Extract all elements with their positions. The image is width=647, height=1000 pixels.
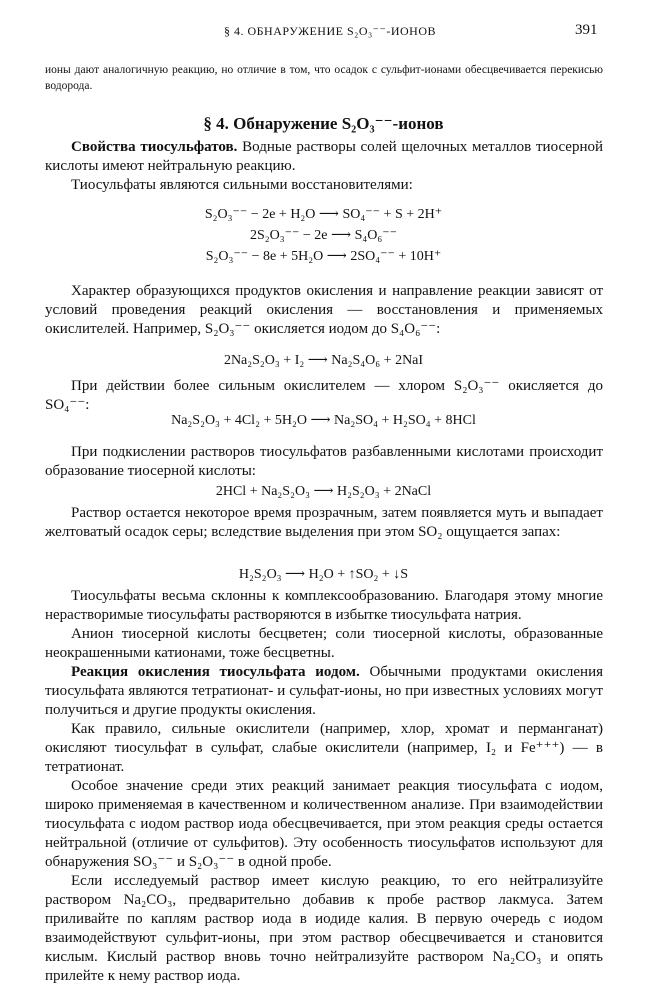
properties-text: Водные растворы солей щелочных металлов тиосерной кислоты имеют нейтральную реакцию. xyxy=(45,139,603,174)
iodine-reaction-text: Обычными продуктами окисления тиосульфата являются тетратионат- и сульфат-ионы, но при известных условиях могут получиться и другие продукты окисления. xyxy=(45,664,603,718)
paragraph-properties xyxy=(45,138,603,195)
paragraph-acidify xyxy=(45,443,603,481)
equation-3: S₂O₃⁻⁻ − 8e + 5H₂O ⟶ 2SO₄⁻⁻ + 10H⁺ xyxy=(205,249,442,264)
paragraph-solution xyxy=(45,504,603,542)
equation-block-1 xyxy=(0,204,647,267)
equation-2: 2S₂O₃⁻⁻ − 2e ⟶ S₄O₆⁻⁻ xyxy=(249,228,398,243)
equation-1: S₂O₃⁻⁻ − 2e + H₂O ⟶ SO₄⁻⁻ + S + 2H⁺ xyxy=(204,207,443,222)
procedure-text: Если исследуемый раствор имеет кислую реакцию, то его нейтрализуйте раствором Na₂CO₃, предварительно добавив к пробе раствор лакмуса. Затем приливайте по каплям раствор иода в иодиде калия. В первую очередь с иодом взаимодействуют сульфит-ионы, при этом раствор обесцвечивается и становится кислым. Кислый раствор вновь точно нейтрализуйте раствором Na₂CO₃ и опять прилейте к нему раствор иода. xyxy=(45,873,603,984)
acidify-text: При подкислении растворов тиосульфатов разбавленными кислотами происходит образование тиосерной кислоты: xyxy=(45,444,603,479)
reducers-text: Тиосульфаты являются сильными восстановителями: xyxy=(71,177,413,193)
paragraph-rest xyxy=(45,587,603,986)
paragraph-character xyxy=(45,282,603,339)
properties-title: Свойства тиосульфатов. xyxy=(71,139,238,155)
intro-text: ионы дают аналогичную реакцию, но отличие в том, что осадок с сульфит-ионами обесцвечивается перекисью водорода. xyxy=(45,64,603,92)
running-head xyxy=(0,24,647,44)
paragraph-chlorine xyxy=(45,377,603,415)
running-head-title: § 4. ОБНАРУЖЕНИЕ S₂O₃⁻⁻-ИОНОВ xyxy=(223,24,437,38)
anion-text: Анион тиосерной кислоты бесцветен; соли тиосерной кислоты, образованные неокрашенными катионами, тоже бесцветны. xyxy=(45,626,603,661)
character-text: Характер образующихся продуктов окисления и направление реакции зависят от условий проведения реакций окисления — восстановления и применяемых окислителей. Например, S₂O₃⁻⁻ окисляется иодом до S₄O₆⁻⁻: xyxy=(45,283,603,337)
chlorine-text: При действии более сильным окислителем — хлором S₂O₃⁻⁻ окисляется до SO₄⁻⁻: xyxy=(45,378,603,413)
equation-7: H₂S₂O₃ ⟶ H₂O + ↑SO₂ + ↓S xyxy=(238,567,409,582)
oxidizers-text: Как правило, сильные окислители (например, хлор, хромат и перманганат) окисляют тиосульфат в сульфат, слабые окислители (например, I₂ и Fe⁺⁺⁺) — в тетратионат. xyxy=(45,721,603,775)
equation-5: Na₂S₂O₃ + 4Cl₂ + 5H₂O ⟶ Na₂SO₄ + H₂SO₄ + 8HCl xyxy=(171,413,476,428)
equation-4: 2Na₂S₂O₃ + I₂ ⟶ Na₂S₄O₆ + 2NaI xyxy=(223,353,424,368)
special-meaning-text: Особое значение среди этих реакций занимает реакция тиосульфата с иодом, широко применяемая в качественном и количественном анализе. При взаимодействии тиосульфата с иодом раствор иода обесцвечивается, при этом реакция среды остается нейтральной (отличие от сульфитов). Эту особенность тиосульфатов используют для обнаружения SO₃⁻⁻ и S₂O₃⁻⁻ в одной пробе. xyxy=(45,778,603,870)
section-heading: § 4. Обнаружение S₂O₃⁻⁻-ионов xyxy=(203,114,444,133)
equation-6: 2HCl + Na₂S₂O₃ ⟶ H₂S₂O₃ + 2NaCl xyxy=(215,484,432,499)
page-number: 391 xyxy=(575,22,598,38)
solution-text: Раствор остается некоторое время прозрачным, затем появляется муть и выпадает желтоватый осадок серы; вследствие выделения при этом SO₂ ощущается запах: xyxy=(45,505,603,540)
complex-text: Тиосульфаты весьма склонны к комплексообразованию. Благодаря этому многие нерастворимые тиосульфаты растворяются в избытке тиосульфата натрия. xyxy=(45,588,603,623)
iodine-reaction-title: Реакция окисления тиосульфата иодом. xyxy=(71,664,360,680)
